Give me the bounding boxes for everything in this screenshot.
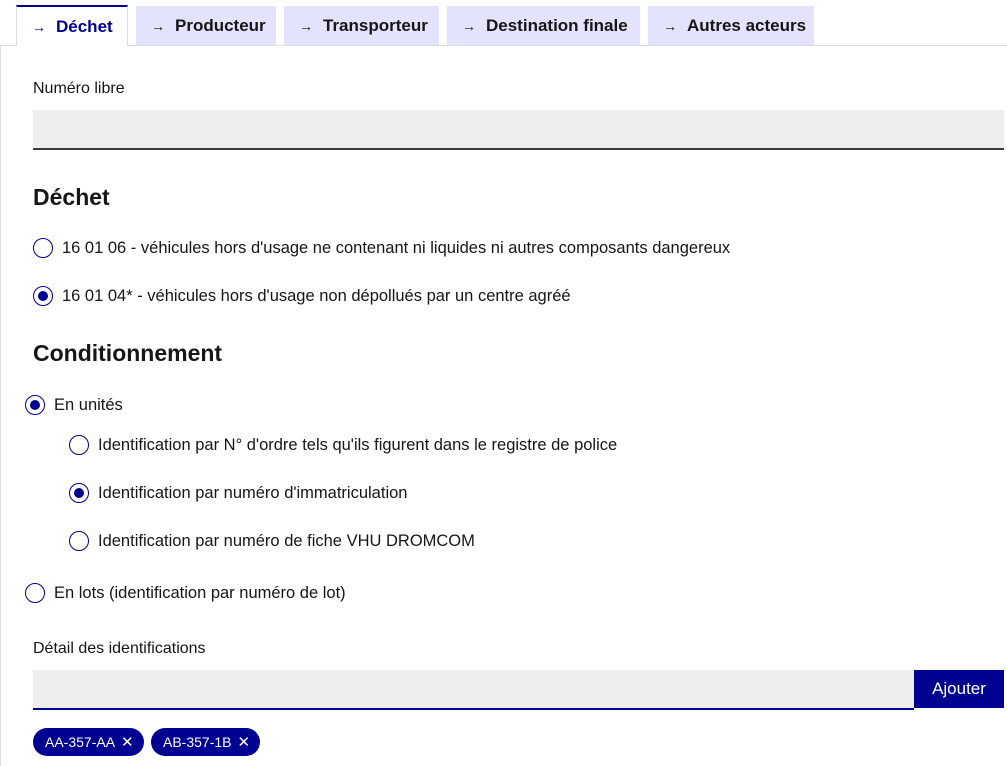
conditionnement-heading: Conditionnement <box>33 340 223 366</box>
tag-label: AA-357-AA <box>45 734 116 750</box>
ajouter-button[interactable]: Ajouter <box>914 670 1004 708</box>
tab-destination-finale[interactable] <box>447 6 640 45</box>
radio-unchecked-icon[interactable] <box>33 238 53 258</box>
radio-label: En unités <box>54 395 123 414</box>
tab-transporteur[interactable] <box>284 6 439 45</box>
radio-unchecked-icon[interactable] <box>69 435 89 455</box>
tab-label: Transporteur <box>323 15 428 35</box>
numero-libre-label: Numéro libre <box>33 80 125 97</box>
close-icon[interactable]: ✕ <box>237 734 251 751</box>
arrow-right-icon: → <box>663 17 677 34</box>
identifications-input[interactable] <box>33 670 914 710</box>
identification-dromcom-option[interactable] <box>69 531 475 551</box>
arrow-right-icon: → <box>151 17 165 34</box>
radio-dot <box>74 488 84 498</box>
identification-ordre-option[interactable] <box>69 435 617 455</box>
tab-label: Destination finale <box>486 15 628 35</box>
radio-label: 16 01 06 - véhicules hors d'usage ne contenant ni liquides ni autres composants dangereux <box>62 238 731 257</box>
radio-label: Identification par numéro d'immatriculation <box>98 483 408 502</box>
numero-libre-input[interactable] <box>33 110 1004 150</box>
radio-label: Identification par N° d'ordre tels qu'ils figurent dans le registre de police <box>98 435 618 454</box>
tab-producteur[interactable] <box>136 6 276 45</box>
tab-label: Autres acteurs <box>687 15 807 35</box>
identifications-label: Détail des identifications <box>33 640 206 657</box>
radio-checked-icon[interactable] <box>33 286 53 306</box>
conditionnement-en-unites[interactable] <box>25 395 123 415</box>
tag-label: AB-357-1B <box>163 734 232 750</box>
dechet-option-160106[interactable] <box>33 238 730 258</box>
tab-autres-acteurs[interactable] <box>648 6 814 45</box>
identification-tag <box>151 728 260 756</box>
radio-checked-icon[interactable] <box>69 483 89 503</box>
tab-label: Déchet <box>56 16 113 36</box>
radio-checked-icon[interactable] <box>25 395 45 415</box>
radio-unchecked-icon[interactable] <box>25 583 45 603</box>
radio-unchecked-icon[interactable] <box>69 531 89 551</box>
arrow-right-icon: → <box>462 17 476 34</box>
tab-bar <box>0 0 1007 46</box>
arrow-right-icon: → <box>299 17 313 34</box>
radio-dot <box>30 400 40 410</box>
tab-label: Producteur <box>175 15 266 35</box>
radio-dot <box>38 291 48 301</box>
dechet-option-160104[interactable] <box>33 286 571 306</box>
identification-tag <box>33 728 144 756</box>
radio-label: 16 01 04* - véhicules hors d'usage non dépollués par un centre agréé <box>62 286 571 305</box>
arrow-right-icon: → <box>32 18 46 35</box>
close-icon[interactable]: ✕ <box>121 734 134 751</box>
identification-immatriculation-option[interactable] <box>69 483 407 503</box>
radio-label: En lots (identification par numéro de lot) <box>54 583 346 602</box>
radio-label: Identification par numéro de fiche VHU DROMCOM <box>98 531 475 550</box>
conditionnement-en-lots[interactable] <box>25 583 346 603</box>
tab-panel-dechet <box>0 46 1007 766</box>
dechet-heading: Déchet <box>33 184 110 210</box>
tab-dechet[interactable] <box>16 5 128 46</box>
